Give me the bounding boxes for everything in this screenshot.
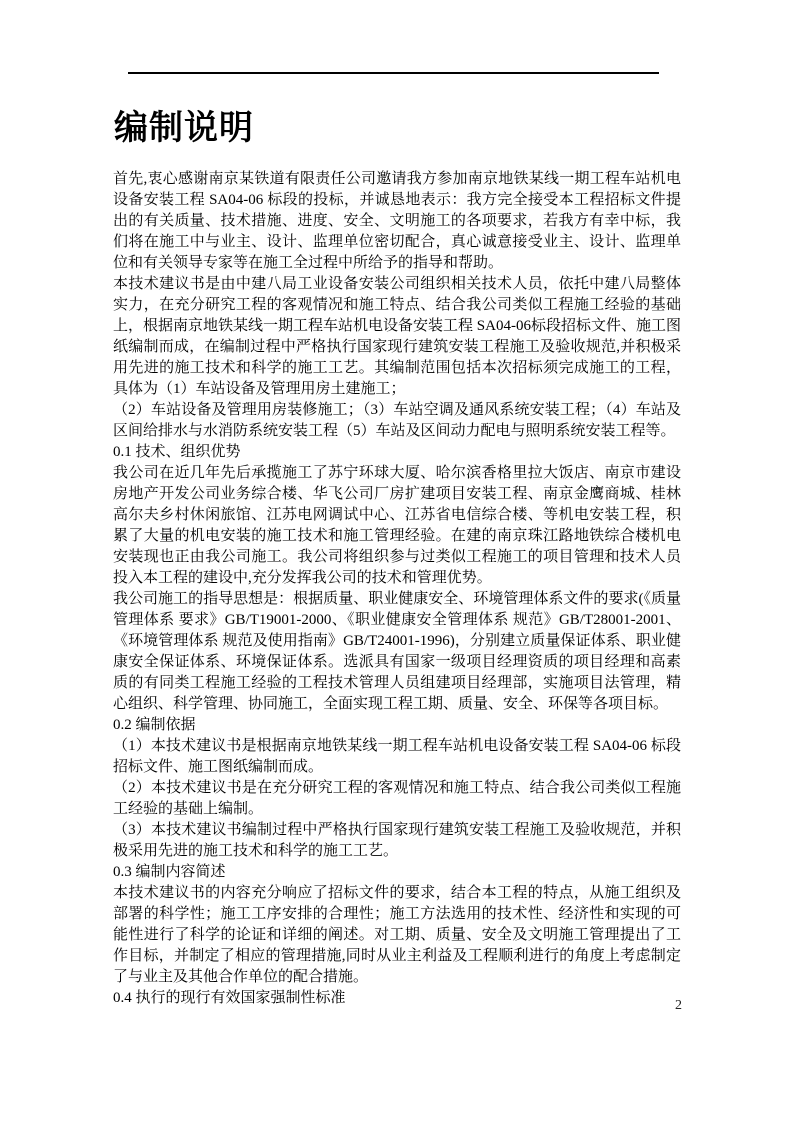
page-number: 2 bbox=[675, 998, 682, 1013]
list-item-paragraph: （2）本技术建议书是在充分研究工程的客观情况和施工特点、结合我公司类似工程施工经验的基础上编制。 bbox=[113, 780, 681, 817]
section-heading-0-3: 0.3 编制内容简述 bbox=[113, 864, 226, 880]
section-heading-0-1: 0.1 技术、组织优势 bbox=[113, 444, 241, 460]
paragraph: 本技术建议书是由中建八局工业设备安装公司组织相关技术人员，依托中建八局整体实力，在充分研究工程的客观情况和施工特点、结合我公司类似工程施工经验的基础上，根据南京地铁某线一期工程车站机电设备安装工程 SA04-06标段招标文件、施工图纸编制而成，在编制过程中严格执行国家现行建筑安装工程施工及验收规范,并积极采用先进的施工技术和科学的施工工艺。其编制范围包括本次招标须完成施工的工程，具体为（1）车站设备及管理用房土建施工； bbox=[113, 276, 681, 397]
paragraph: 本技术建议书的内容充分响应了招标文件的要求，结合本工程的特点，从施工组织及部署的科学性；施工工序安排的合理性；施工方法选用的技术性、经济性和实现的可能性进行了科学的论证和详细的阐述。对工期、质量、安全及文明施工管理提出了工作目标，并制定了相应的管理措施,同时从业主利益及工程顺利进行的角度上考虑制定了与业主及其他合作单位的配合措施。 bbox=[113, 885, 681, 985]
document-body bbox=[113, 169, 681, 1009]
section-heading-0-2: 0.2 编制依据 bbox=[113, 717, 196, 733]
header-rule bbox=[128, 72, 659, 74]
paragraph: 我公司在近几年先后承揽施工了苏宁环球大厦、哈尔滨香格里拉大饭店、南京市建设房地产开发公司业务综合楼、华飞公司厂房扩建项目安装工程、南京金鹰商城、桂林高尔夫乡村休闲旅馆、江苏电网调试中心、江苏省电信综合楼、等机电安装工程，积累了大量的机电安装的施工技术和施工管理经验。在建的南京珠江路地铁综合楼机电安装现也正由我公司施工。我公司将组织参与过类似工程施工的项目管理和技术人员投入本工程的建设中,充分发挥我公司的技术和管理优势。 bbox=[113, 465, 681, 586]
page-title: 编制说明 bbox=[114, 109, 254, 147]
paragraph: 我公司施工的指导思想是：根据质量、职业健康安全、环境管理体系文件的要求(《质量管理体系 要求》GB/T19001-2000、《职业健康安全管理体系 规范》GB/T28001-2001、《环境管理体系 规范及使用指南》GB/T24001-1996)，分别建立质量保证体系、职业健康安全保证体系、环境保证体系。选派具有国家一级项目经理资质的项目经理和高素质的有同类工程施工经验的工程技术管理人员组建项目经理部，实施项目法管理，精心组织、科学管理、协同施工，全面实现工程工期、质量、安全、环保等各项目标。 bbox=[113, 591, 681, 712]
opening-paragraph: 首先,衷心感谢南京某铁道有限责任公司邀请我方参加南京地铁某线一期工程车站机电设备安装工程 SA04-06 标段的投标，并诚恳地表示：我方完全接受本工程招标文件提出的有关质量、技术措施、进度、安全、文明施工的各项要求，若我方有幸中标，我们将在施工中与业主、设计、监理单位密切配合，真心诚意接受业主、设计、监理单位和有关领导专家等在施工全过程中所给予的指导和帮助。 bbox=[113, 171, 681, 271]
section-heading-0-4: 0.4 执行的现行有效国家强制性标准 bbox=[113, 990, 346, 1006]
list-item-paragraph: （1）本技术建议书是根据南京地铁某线一期工程车站机电设备安装工程 SA04-06 标段招标文件、施工图纸编制而成。 bbox=[113, 738, 681, 775]
paragraph: （2）车站设备及管理用房装修施工；（3）车站空调及通风系统安装工程；（4）车站及区间给排水与水消防系统安装工程（5）车站及区间动力配电与照明系统安装工程等。 bbox=[113, 402, 681, 439]
list-item-paragraph: （3）本技术建议书编制过程中严格执行国家现行建筑安装工程施工及验收规范，并积极采用先进的施工技术和科学的施工工艺。 bbox=[113, 822, 681, 859]
